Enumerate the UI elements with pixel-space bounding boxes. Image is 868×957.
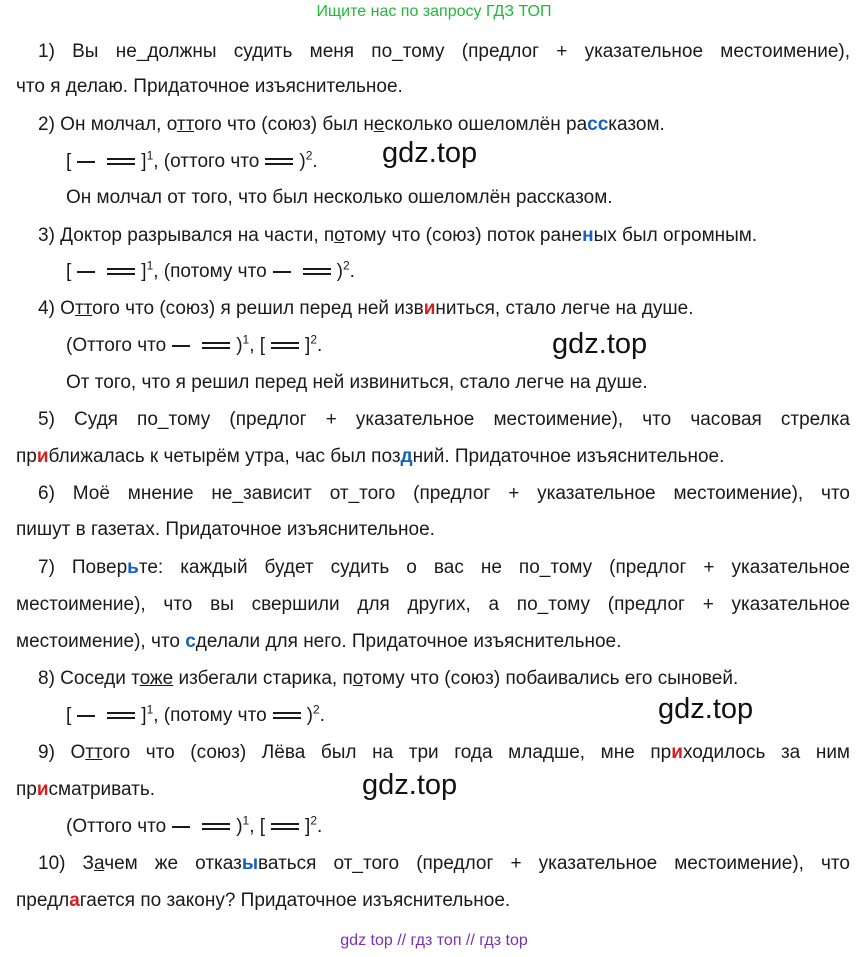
sentence-9-line-2 xyxy=(16,778,155,802)
scheme-bracket: ] xyxy=(141,261,147,282)
sentence-9-scheme: (Оттого что )$^1$, [ ]$^2$. xyxy=(66,813,323,837)
predicate-double-line xyxy=(107,158,135,165)
top-banner: Ищите нас по запросу ГДЗ ТОП xyxy=(316,3,552,20)
sentence-9-line-1 xyxy=(38,741,850,765)
text: ниться, стало легче на душе. xyxy=(435,298,694,319)
scheme-bracket: ) xyxy=(336,261,343,282)
text: предл xyxy=(16,890,70,911)
sentence-7-line-2: местоимение), что вы свершили для других, а по_тому (предлог + указательное xyxy=(16,594,850,615)
sentence-5-line-1: 5) Судя по_тому (предлог + указательное местоимение), что часовая стрелка xyxy=(38,409,850,430)
predicate-double-line xyxy=(202,823,230,830)
text: 10) З xyxy=(38,853,95,874)
text: делали для него. Придаточное изъяснительное. xyxy=(195,631,622,652)
scheme-text: (Оттого что xyxy=(66,816,167,837)
predicate-double-line xyxy=(273,712,301,719)
predicate-double-line xyxy=(107,268,135,275)
subject-dash xyxy=(77,271,95,273)
text: ого что (союз) я решил перед ней изв xyxy=(92,298,424,319)
sentence-5-line-2 xyxy=(16,445,724,469)
highlight-letters: и xyxy=(423,298,436,319)
scheme-bracket: , [ xyxy=(249,335,266,356)
highlight-letters: ь xyxy=(127,557,139,578)
superscript: 1 xyxy=(146,148,154,163)
watermark: gdz.top xyxy=(382,137,478,169)
scheme-text: , (оттого что xyxy=(153,151,260,172)
sentence-2-comment: Он молчал от того, что был несколько ошеломлён рассказом. xyxy=(66,187,613,208)
scheme-bracket: [ xyxy=(66,705,72,726)
superscript: 2 xyxy=(312,702,320,717)
text: 3) Доктор разрывался на части, п xyxy=(38,225,335,246)
text: местоимение), что xyxy=(16,631,186,652)
sentence-3 xyxy=(38,224,757,248)
scheme-text: , (потому что xyxy=(153,261,267,282)
predicate-double-line xyxy=(265,158,293,165)
sentence-4 xyxy=(38,297,694,321)
scheme-bracket: ) xyxy=(236,335,243,356)
sentence-3-scheme: [ ]$^1$, (потому что )$^2$. xyxy=(66,258,355,282)
predicate-double-line xyxy=(107,712,135,719)
text: пр xyxy=(16,779,37,800)
text: чем же отказ xyxy=(104,853,242,874)
underlined-letters: о xyxy=(334,225,345,246)
superscript: 1 xyxy=(242,332,250,347)
watermark: gdz.top xyxy=(362,769,458,801)
highlight-letters: и xyxy=(36,779,49,800)
text: 4) О xyxy=(38,298,75,319)
footer: gdz top // гдз топ // гдз top xyxy=(340,932,528,949)
sentence-6-line-2: пишут в газетах. Придаточное изъяснительное. xyxy=(16,519,435,540)
subject-dash xyxy=(172,826,190,828)
sentence-8-scheme: [ ]$^1$, (потому что )$^2$. xyxy=(66,702,325,726)
text: сматривать. xyxy=(48,779,156,800)
highlight-letters: а xyxy=(69,890,80,911)
sentence-6-line-1: 6) Моё мнение не_зависит от_того (предлог + указательное местоимение), что xyxy=(38,483,850,504)
text: 8) Соседи т xyxy=(38,668,140,689)
sentence-7-line-3 xyxy=(16,630,621,654)
text: тому что (союз) побаивались его сыновей. xyxy=(362,668,739,689)
highlight-letters: ы xyxy=(241,853,259,874)
text: ого что (союз) был н xyxy=(194,114,374,135)
text: казом. xyxy=(608,114,665,135)
underlined-letters: тт xyxy=(176,114,195,135)
sentence-8 xyxy=(38,667,738,691)
subject-dash xyxy=(77,161,95,163)
highlight-letters: сс xyxy=(587,114,609,135)
text: ходилось за ним xyxy=(682,742,850,763)
underlined-letters: тт xyxy=(85,742,103,763)
text: гается по закону? Придаточное изъяснительное. xyxy=(79,890,511,911)
highlight-letters: н xyxy=(582,225,594,246)
predicate-double-line xyxy=(271,342,299,349)
predicate-double-line xyxy=(303,268,331,275)
scheme-bracket: ] xyxy=(305,816,311,837)
subject-dash xyxy=(77,715,95,717)
superscript: 1 xyxy=(146,702,154,717)
scheme-text: , (потому что xyxy=(153,705,267,726)
scheme-bracket: ) xyxy=(306,705,313,726)
scheme-bracket: ] xyxy=(305,335,311,356)
superscript: 1 xyxy=(146,258,154,273)
sentence-10-line-1 xyxy=(38,852,850,876)
underlined-letters: о xyxy=(352,668,363,689)
text: пр xyxy=(16,446,37,467)
superscript: 1 xyxy=(242,813,250,828)
scheme-bracket: , [ xyxy=(249,816,266,837)
subject-dash xyxy=(273,271,291,273)
underlined-letters: е xyxy=(373,114,385,135)
predicate-double-line xyxy=(271,823,299,830)
text: тому что (союз) поток ране xyxy=(344,225,583,246)
sentence-10-line-2 xyxy=(16,889,510,913)
highlight-letters: с xyxy=(185,631,196,652)
watermark: gdz.top xyxy=(658,693,754,725)
subject-dash xyxy=(172,345,190,347)
sentence-2 xyxy=(38,113,665,137)
sentence-4-scheme: (Оттого что )$^1$, [ ]$^2$. xyxy=(66,332,323,356)
text: сколько ошеломлён ра xyxy=(384,114,588,135)
scheme-bracket: [ xyxy=(66,261,72,282)
text: ваться от_того (предлог + указательное местоимение), что xyxy=(258,853,850,874)
sentence-1-line-2: что я делаю. Придаточное изъяснительное. xyxy=(16,76,403,97)
text: ых был огромным. xyxy=(593,225,758,246)
scheme-bracket: ] xyxy=(141,705,147,726)
text: те: каждый будет судить о вас не по_тому (предлог + указательное xyxy=(138,557,850,578)
sentence-4-comment: От того, что я решил перед ней извиниться, стало легче на душе. xyxy=(66,372,648,393)
scheme-bracket: ) xyxy=(236,816,243,837)
watermark: gdz.top xyxy=(552,328,648,360)
superscript: 2 xyxy=(342,258,350,273)
text: избегали старика, п xyxy=(173,668,353,689)
underlined-letters: а xyxy=(94,853,105,874)
highlight-letters: и xyxy=(671,742,683,763)
underlined-letters: оже xyxy=(139,668,174,689)
sentence-2-scheme: [ ]$^1$, (оттого что )$^2$. xyxy=(66,148,318,172)
text: 9) О xyxy=(38,742,86,763)
highlight-letters: д xyxy=(400,446,413,467)
scheme-bracket: [ xyxy=(66,151,72,172)
text: ний. Придаточное изъяснительное. xyxy=(412,446,725,467)
predicate-double-line xyxy=(202,342,230,349)
scheme-bracket: ) xyxy=(299,151,306,172)
scheme-text: (Оттого что xyxy=(66,335,167,356)
text: 7) Повер xyxy=(38,557,128,578)
underlined-letters: тт xyxy=(74,298,93,319)
text: 2) Он молчал, о xyxy=(38,114,177,135)
sentence-7-line-1 xyxy=(38,556,850,580)
highlight-letters: и xyxy=(36,446,49,467)
sentence-1-line-1: 1) Вы не_должны судить меня по_тому (предлог + указательное местоимение), xyxy=(38,41,850,62)
superscript: 2 xyxy=(310,813,318,828)
superscript: 2 xyxy=(305,148,313,163)
superscript: 2 xyxy=(310,332,318,347)
text: ближалась к четырём утра, час был поз xyxy=(48,446,401,467)
scheme-bracket: ] xyxy=(141,151,147,172)
text: ого что (союз) Лёва был на три года младше, мне пр xyxy=(102,742,672,763)
